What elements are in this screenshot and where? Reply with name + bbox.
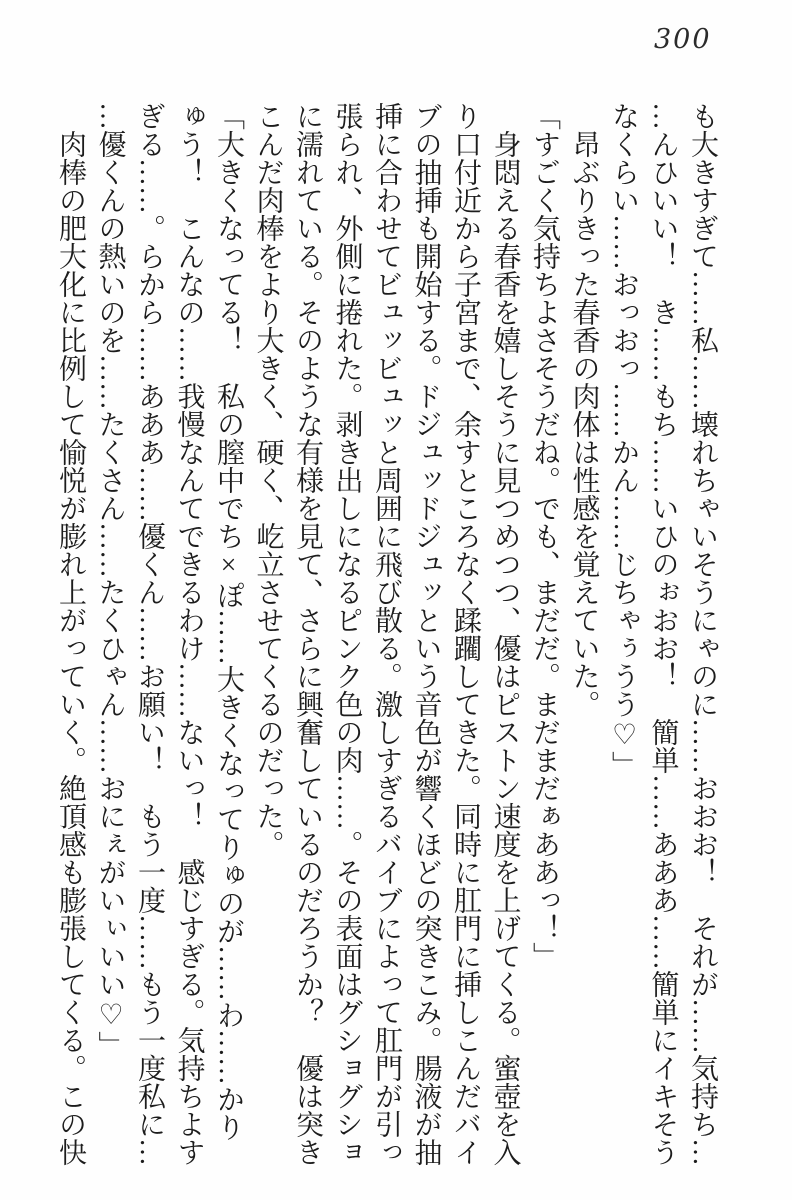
paragraph: 「大きくなってる！ 私の膣中でち×ぽ……大きくなってりゅのが……わ……かりゅう！ こんなの……我慢なんてできるわけ……ないっ！ 感じすぎる。気持ちよすぎる……。らから……あああ……優くん……お願い！ もう一度……もう一度私に……優くんの熱いのを……たくさん……たくひゃん……おにぇがいぃいい♡」 <box>94 102 244 1166</box>
page-text <box>51 102 723 1166</box>
paragraph: 「すごく気持ちよさそうだね。でも、まだだ。まだまだぁああっ！」 <box>529 102 560 970</box>
page-number: 300 <box>654 24 712 55</box>
paragraph: も大きすぎて……私……壊れちゃいそうにゃのに……おおお！ それが……気持ち……んひいい！ き……もち……いひのぉおお！ 簡単……あああ……簡単にイキそうなくらい……おっおっ……かん……じちゃぅうう♡」 <box>608 102 718 1166</box>
paragraph: 身悶える春香を嬉しそうに見つめつつ、優はピストン速度を上げてくる。蜜壺を入り口付近から子宮まで、余すところなく蹂躙してきた。同時に肛門に挿しこんだバイブの抽挿も開始する。ドジュッドジュッという音色が響くほどの突きこみ。腸液が抽挿に合わせてビュッビュッと周囲に飛び散る。激しすぎるバイブによって肛門が引っ張られ、外側に捲れた。剥き出しになるピンク色の肉……。その表面はグショグショに濡れている。そのような有様を見て、さらに興奮しているのだろうか？ 優は突きこんだ肉棒をより大きく、硬く、屹立させてくるのだった。 <box>252 102 521 1166</box>
paragraph: 昂ぶりきった春香の肉体は性感を覚えていた。 <box>568 130 600 718</box>
paragraph: 肉棒の肥大化に比例して愉悦が膨れ上がっていく。絶頂感も膨張してくる。この快 <box>55 130 86 1166</box>
